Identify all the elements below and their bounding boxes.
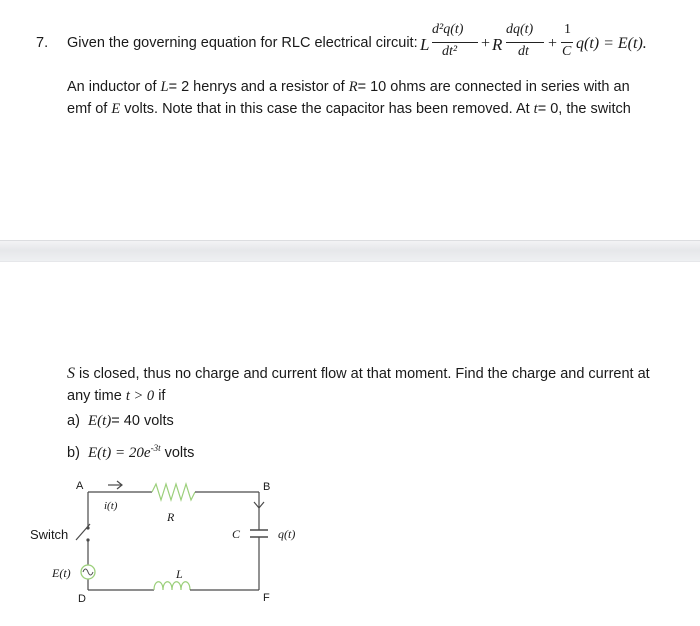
node-label-d: D [78, 593, 86, 605]
switch-label: Switch [30, 527, 69, 542]
page-separator [0, 240, 700, 262]
question-line-2: An inductor of L= 2 henrys and a resistor of R= 10 ohms are connected in series with an [67, 79, 630, 95]
capacitor-label: C [232, 527, 241, 541]
eq-rest: q(t) = E(t). [576, 35, 647, 52]
inductor-symbol [154, 582, 190, 590]
question-line-3: emf of E volts. Note that in this case the capacitor has been removed. At t= 0, the switch [67, 101, 631, 117]
current-label: i(t) [104, 500, 118, 512]
eq-frac2-den: dt [518, 44, 529, 59]
eq-frac2-bar [506, 42, 544, 43]
part-a: a) E(t)= 40 volts [67, 413, 174, 429]
question-intro: Given the governing equation for RLC electrical circuit: [67, 35, 418, 51]
rlc-circuit-diagram [0, 470, 700, 626]
switch-blade [76, 524, 90, 540]
part2-line-2: any time t > 0 if [67, 388, 166, 404]
node-label-b: B [263, 481, 271, 493]
node-label-f: F [263, 592, 270, 604]
eq-frac3-bar [561, 42, 573, 43]
eq-frac1-num: d²q(t) [432, 22, 464, 37]
inductor-label: L [176, 567, 183, 581]
switch-contact-top [86, 526, 89, 529]
eq-R: R [492, 35, 503, 54]
eq-plus-1: + [481, 35, 491, 52]
charge-label: q(t) [278, 527, 296, 541]
switch-contact-bottom [86, 538, 89, 541]
eq-frac3-num: 1 [564, 22, 571, 37]
part-b: b) $E(t) = 20e^{-3t}$ volts [67, 443, 195, 461]
source-label: E(t) [52, 566, 71, 580]
eq-L: L [420, 35, 430, 54]
part2-line-1: S is closed, thus no charge and current flow at that moment. Find the charge and current at [67, 365, 650, 382]
eq-frac2-num: dq(t) [506, 22, 534, 37]
eq-frac3-den: C [562, 44, 572, 59]
resistor-symbol [152, 484, 195, 500]
eq-frac1-bar [432, 42, 478, 43]
question-number: 7. [36, 35, 49, 51]
eq-plus-2: + [548, 35, 558, 52]
eq-frac1-den: dt² [442, 44, 458, 59]
node-label-a: A [76, 480, 84, 492]
resistor-label: R [167, 510, 175, 524]
governing-equation [420, 18, 690, 68]
